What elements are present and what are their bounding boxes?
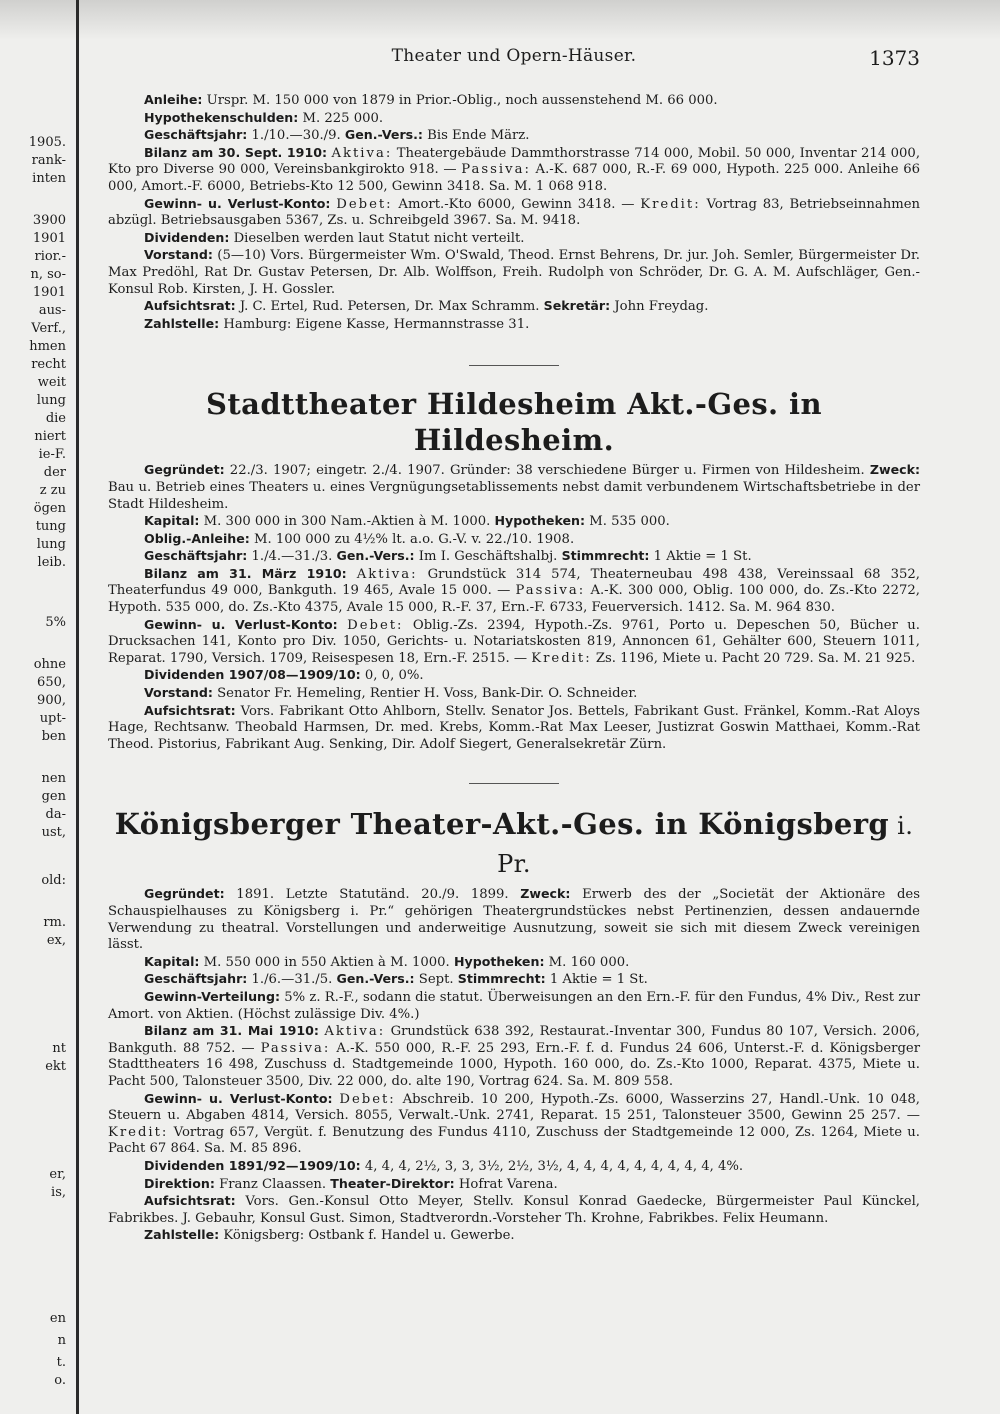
margin-fragment: aus-	[38, 303, 66, 318]
margin-fragment: die	[45, 411, 66, 426]
aufsichtsrat-paragraph: Aufsichtsrat: J. C. Ertel, Rud. Petersen, Dr. Max Schramm. Sekretär: John Freydag.	[144, 298, 709, 315]
geschaeftsjahr-paragraph: Geschäftsjahr: 1./6.—31./5. Gen.-Vers.: Sept. Stimmrecht: 1 Aktie = 1 St.	[144, 971, 648, 988]
margin-fragment: ögen	[33, 501, 66, 516]
margin-fragment: rior.-	[34, 249, 66, 264]
margin-fragment: lung	[36, 537, 66, 552]
margin-fragment: en	[49, 1311, 66, 1326]
bilanz-paragraph: Bilanz am 30. Sept. 1910: Aktiva: Theatergebäude Dammthorstrasse 714 000, Mobil. 50 000, Inventar 214 000, Kto pro Diverse 90 000, Vereinsbankgirokto 918. — Passiva: A.-K. 687 000, R.-F. 69 000, Hypoth. 225 000. Anleihe 66 000, Amort.-F. 6000, Betriebs-Kto 12 500, Gewinn 3418. Sa. M. 1 068 918.	[108, 144, 921, 194]
margin-fragment: nt	[52, 1041, 66, 1056]
margin-fragment: 1901	[32, 231, 66, 246]
margin-fragment: niert	[34, 429, 66, 444]
entry-koenigsberg	[108, 806, 920, 1244]
gewinn-verlust-paragraph: Gewinn- u. Verlust-Konto: Debet: Abschreib. 10 200, Hypoth.-Zs. 6000, Wasserzins 27, Handl.-Unk. 10 048, Steuern u. Abgaben 4814, Versich. 8055, Verwalt.-Unk. 2741, Reparat. 15 251, Talonsteuer 3500, Gewinn 25 257. — Kredit: Vortrag 657, Vergüt. f. Benutzung des Fundus 4110, Zuschuss der Stadtgemeinde 12 000, Zs. 1264, Miete u. Pacht 67 864. Sa. M. 85 896.	[108, 1090, 920, 1157]
margin-fragment: ben	[41, 729, 66, 744]
margin-fragment: ex,	[46, 933, 66, 948]
margin-fragment: 3900	[32, 213, 66, 228]
hypothekenschulden-paragraph: Hypothekenschulden: M. 225 000.	[144, 109, 384, 126]
entry-hamburg-continuation	[108, 92, 920, 333]
margin-fragment: rank-	[31, 153, 66, 168]
gewinn-verlust-paragraph: Gewinn- u. Verlust-Konto: Debet: Amort.-Kto 6000, Gewinn 3418. — Kredit: Vortrag 83, Betriebseinnahmen abzügl. Betriebsausgaben 5367, Zs. u. Schreibgeld 3967. Sa. M. 9418.	[108, 195, 920, 229]
gegruendet-paragraph: Gegründet: 22./3. 1907; eingetr. 2./4. 1907. Gründer: 38 verschiedene Bürger u. Firmen von Hildesheim. Zweck: Bau u. Betrieb eines Theaters u. eines Vergnügungsetablissements nebst damit verbundenem Wirtschaftsbetriebe in der Stadt Hildesheim.	[108, 462, 920, 512]
entry-heading: Stadttheater Hildesheim Akt.-Ges. in Hildesheim.	[206, 387, 822, 458]
margin-fragment: 1905.	[28, 135, 66, 150]
dividenden-paragraph: Dividenden: Dieselben werden laut Statut nicht verteilt.	[144, 229, 525, 246]
margin-fragment: ekt	[45, 1059, 66, 1074]
direktion-paragraph: Direktion: Franz Claassen. Theater-Direktor: Hofrat Varena.	[144, 1175, 558, 1192]
margin-fragment: z zu	[39, 483, 66, 498]
margin-fragment: upt-	[39, 711, 66, 726]
entry-hildesheim	[108, 386, 920, 753]
vorstand-paragraph: Vorstand: (5—10) Vors. Bürgermeister Wm. O'Swald, Theod. Ernst Behrens, Dr. jur. Joh. Semler, Bürgermeister Dr. Max Predöhl, Rat Dr. Gustav Petersen, Dr. Alb. Wolffson, Freih. Rudolph von Schröder, Dr. G. A. M. Aufschläger, Gen.-Konsul Rob. Kirsten, J. H. Gossler.	[108, 247, 920, 297]
margin-fragment: er,	[49, 1167, 66, 1182]
oblig-anleihe-paragraph: Oblig.-Anleihe: M. 100 000 zu 4½% lt. a.o. G.-V. v. 22./10. 1908.	[144, 530, 575, 547]
margin-fragment: 650,	[37, 675, 66, 690]
section-divider	[469, 365, 559, 366]
margin-fragment: 1901	[32, 285, 66, 300]
margin-fragment: ohne	[33, 657, 66, 672]
margin-fragment: o.	[54, 1373, 66, 1388]
zahlstelle-paragraph: Zahlstelle: Hamburg: Eigene Kasse, Hermannstrasse 31.	[144, 315, 530, 332]
scan-shadow	[0, 0, 1000, 40]
geschaeftsjahr-paragraph: Geschäftsjahr: 1./10.—30./9. Gen.-Vers.: Bis Ende März.	[144, 127, 530, 144]
margin-fragment: da-	[45, 807, 66, 822]
dividenden-paragraph: Dividenden 1891/92—1909/10: 4, 4, 4, 2½, 3, 3, 3½, 2½, 3½, 4, 4, 4, 4, 4, 4, 4, 4, 4, 4%.	[144, 1157, 744, 1174]
dividenden-paragraph: Dividenden 1907/08—1909/10: 0, 0, 0%.	[144, 667, 424, 684]
zahlstelle-paragraph: Zahlstelle: Königsberg: Ostbank f. Handel u. Gewerbe.	[144, 1227, 515, 1244]
margin-fragment: 5%	[45, 615, 66, 630]
margin-fragment: tung	[35, 519, 66, 534]
margin-fragment: n, so-	[30, 267, 66, 282]
entry-heading: Königsberger Theater-Akt.-Ges. in Königsberg i. Pr.	[114, 807, 914, 879]
gutter-line	[76, 0, 79, 1414]
gewinn-verteilung-paragraph: Gewinn-Verteilung: 5% z. R.-F., sodann die statut. Überweisungen an den Ern.-F. für den Fundus, 4% Div., Rest zur Amort. von Aktien. (Höchst zulässige Div. 4%.)	[108, 988, 921, 1022]
page-header	[108, 46, 920, 72]
margin-fragment: t.	[56, 1355, 66, 1370]
bilanz-paragraph: Bilanz am 31. Mai 1910: Aktiva: Grundstück 638 392, Restaurat.-Inventar 300, Fundus 80 107, Versich. 2006, Bankguth. 88 752. — Passiva: A.-K. 550 000, R.-F. 25 293, Ern.-F. f. d. Fundus 24 606, Unterst.-F. d. Königsberger Stadttheaters 16 498, Zuschuss d. Stadtgemeinde 1000, Hypoth. 160 000, do. Zs.-Kto 1000, Reparat. 4375, Miete u. Pacht 500, Talonsteuer 3500, Div. 22 000, do. alte 190, Vortrag 624. Sa. M. 809 558.	[108, 1023, 920, 1089]
margin-fragment: 900,	[37, 693, 66, 708]
section-divider	[469, 783, 559, 784]
margin-fragment: weit	[37, 375, 66, 390]
margin-fragment: inten	[32, 171, 66, 186]
page-number: 1373	[869, 46, 920, 70]
margin-fragment: lung	[36, 393, 66, 408]
margin-fragment: leib.	[37, 555, 66, 570]
kapital-paragraph: Kapital: M. 300 000 in 300 Nam.-Aktien à M. 1000. Hypotheken: M. 535 000.	[144, 513, 670, 530]
aufsichtsrat-paragraph: Aufsichtsrat: Vors. Fabrikant Otto Ahlborn, Stellv. Senator Jos. Bettels, Fabrikant Gust. Fränkel, Komm.-Rat Aloys Hage, Rechtsanw. Theobald Harmsen, Dr. med. Krebs, Komm.-Rat Max Leeser, Justizrat Goswin Matthaei, Komm.-Rat Theod. Pistorius, Fabrikant Aug. Senking, Dir. Adolf Siegert, Generalsekretär Zürn.	[108, 702, 920, 752]
margin-fragment: der	[43, 465, 66, 480]
margin-fragment: ust,	[41, 825, 66, 840]
margin-fragment: rm.	[43, 915, 66, 930]
previous-page-margin-text	[0, 0, 70, 1414]
running-title: Theater und Opern-Häuser.	[391, 46, 637, 66]
margin-fragment: recht	[31, 357, 66, 372]
kapital-paragraph: Kapital: M. 550 000 in 550 Aktien à M. 1000. Hypotheken: M. 160 000.	[144, 953, 630, 970]
margin-fragment: Verf.,	[31, 321, 66, 336]
aufsichtsrat-paragraph: Aufsichtsrat: Vors. Gen.-Konsul Otto Meyer, Stellv. Konsul Konrad Gaedecke, Bürgermeister Paul Künckel, Fabrikbes. J. Gebauhr, Konsul Gust. Simon, Stadtverordn.-Vorsteher Th. Krohne, Fabrikbes. Felix Heumann.	[108, 1193, 920, 1226]
margin-fragment: old:	[41, 873, 66, 888]
vorstand-paragraph: Vorstand: Senator Fr. Hemeling, Rentier H. Voss, Bank-Dir. O. Schneider.	[144, 685, 638, 702]
margin-fragment: n	[57, 1333, 66, 1348]
margin-fragment: nen	[41, 771, 66, 786]
margin-fragment: is,	[51, 1185, 66, 1200]
margin-fragment: hmen	[29, 339, 66, 354]
bilanz-paragraph: Bilanz am 31. März 1910: Aktiva: Grundstück 314 574, Theaterneubau 498 438, Vereinssaal 68 352, Theaterfundus 49 000, Bankguth. 19 465, Avale 15 000. — Passiva: A.-K. 300 000, Oblig. 100 000, do. Zs.-Kto 2272, Hypoth. 535 000, do. Zs.-Kto 4375, Avale 15 000, R.-F. 37, Ern.-F. 6733, Feuerversich. 1412. Sa. M. 964 830.	[108, 565, 920, 616]
gewinn-verlust-paragraph: Gewinn- u. Verlust-Konto: Debet: Oblig.-Zs. 2394, Hypoth.-Zs. 9761, Porto u. Depeschen 50, Bücher u. Drucksachen 141, Konto pro Div. 1050, Gerichts- u. Notariatskosten 819, Annoncen 61, Gehälter 600, Steuern 1011, Reparat. 1790, Versich. 1709, Reisespesen 18, Ern.-F. 2515. — Kredit: Zs. 1196, Miete u. Pacht 20 729. Sa. M. 21 925.	[108, 616, 920, 666]
margin-fragment: ie-F.	[38, 447, 66, 462]
margin-fragment: gen	[41, 789, 66, 804]
anleihe-paragraph: Anleihe: Urspr. M. 150 000 von 1879 in Prior.-Oblig., noch aussenstehend M. 66 000.	[144, 92, 718, 108]
geschaeftsjahr-paragraph: Geschäftsjahr: 1./4.—31./3. Gen.-Vers.: Im I. Geschäftshalbj. Stimmrecht: 1 Aktie = 1 St.	[144, 548, 752, 565]
page-content	[108, 92, 920, 1245]
gegruendet-paragraph: Gegründet: 1891. Letzte Statutänd. 20./9. 1899. Zweck: Erwerb des der „Societät der Aktionäre des Schauspielhauses zu Königsberg i. Pr.“ gehörigen Theatergrundstückes nebst Pertinenzien, dessen andauernde Verwendung zu theatral. Vorstellungen und anderweitige Ausnutzung, soweit sie sich mit diesem Zweck vereinigen lässt.	[108, 886, 920, 953]
